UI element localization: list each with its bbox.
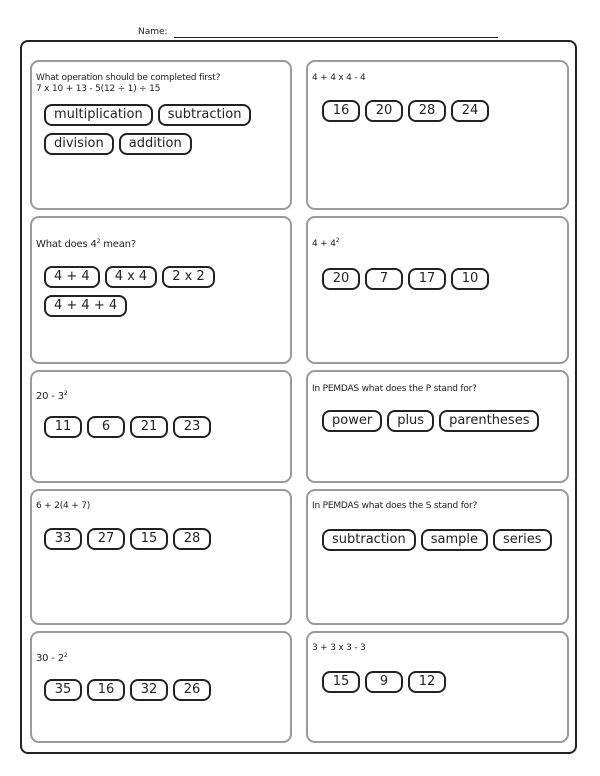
answer-option[interactable]: 20 [322, 268, 360, 290]
question-text: 4 + 4 x 4 - 4 [312, 73, 366, 83]
question-card-4 [306, 216, 569, 364]
answer-option[interactable]: 2 x 2 [162, 266, 215, 288]
answer-option[interactable]: 10 [451, 268, 489, 290]
answer-option[interactable]: 6 [87, 416, 125, 438]
answer-option[interactable]: 9 [365, 671, 403, 693]
question-card-9 [30, 631, 292, 743]
answer-option[interactable]: 33 [44, 528, 82, 550]
answer-option[interactable]: sample [421, 529, 488, 551]
answer-option[interactable]: 24 [451, 100, 489, 122]
answer-options [36, 528, 286, 557]
answer-option[interactable]: 17 [408, 268, 446, 290]
name-underline[interactable] [174, 37, 498, 38]
answer-options [312, 100, 563, 129]
answer-option[interactable]: 26 [173, 679, 211, 701]
answer-option[interactable]: 16 [322, 100, 360, 122]
question-text: 6 + 2(4 + 7) [36, 501, 91, 511]
question-card-5 [30, 370, 292, 483]
question-card-1 [30, 60, 292, 210]
answer-option[interactable]: subtraction [322, 529, 416, 551]
answer-options [36, 104, 286, 162]
answer-option[interactable]: plus [387, 410, 434, 432]
question-card-2 [306, 60, 569, 210]
answer-options [36, 266, 286, 324]
answer-option[interactable]: addition [119, 133, 192, 155]
answer-options [312, 671, 563, 700]
answer-option[interactable]: division [44, 133, 114, 155]
name-field[interactable] [138, 27, 498, 41]
question-text: What does $4^2$ mean? [36, 238, 136, 250]
answer-options [312, 410, 563, 439]
answer-options [312, 529, 563, 558]
answer-option[interactable]: parentheses [439, 410, 539, 432]
question-card-7 [30, 489, 292, 625]
answer-option[interactable]: 15 [322, 671, 360, 693]
question-card-10 [306, 631, 569, 743]
answer-option[interactable]: 27 [87, 528, 125, 550]
question-card-6 [306, 370, 569, 483]
answer-option[interactable]: 4 x 4 [105, 266, 158, 288]
question-text: 3 + 3 x 3 - 3 [312, 643, 366, 653]
question-text: $30 - 2^2$ [36, 652, 68, 664]
answer-option[interactable]: 16 [87, 679, 125, 701]
answer-option[interactable]: 7 [365, 268, 403, 290]
answer-option[interactable]: 32 [130, 679, 168, 701]
answer-option[interactable]: subtraction [158, 104, 252, 126]
answer-option[interactable]: multiplication [44, 104, 153, 126]
question-text: In PEMDAS what does the S stand for? [312, 501, 478, 511]
answer-option[interactable]: 15 [130, 528, 168, 550]
answer-option[interactable]: series [493, 529, 552, 551]
answer-option[interactable]: 23 [173, 416, 211, 438]
answer-option[interactable]: 35 [44, 679, 82, 701]
answer-options [36, 416, 286, 445]
answer-option[interactable]: 4 + 4 + 4 [44, 295, 127, 317]
answer-option[interactable]: power [322, 410, 382, 432]
answer-options [312, 268, 563, 297]
question-card-3 [30, 216, 292, 364]
question-text: $20 - 3^2$ [36, 390, 68, 402]
question-card-8 [306, 489, 569, 625]
answer-option[interactable]: 12 [408, 671, 446, 693]
question-text: What operation should be completed first? 7 x 10 + 13 - 5(12 ÷ 1) ÷ 15 [36, 73, 221, 94]
answer-option[interactable]: 11 [44, 416, 82, 438]
answer-option[interactable]: 28 [408, 100, 446, 122]
answer-option[interactable]: 4 + 4 [44, 266, 100, 288]
question-text: In PEMDAS what does the P stand for? [312, 384, 477, 394]
answer-options [36, 679, 286, 708]
name-label: Name: [138, 27, 168, 37]
answer-option[interactable]: 20 [365, 100, 403, 122]
answer-option[interactable]: 21 [130, 416, 168, 438]
answer-option[interactable]: 28 [173, 528, 211, 550]
question-text: $4 + 4^2$ [312, 237, 340, 249]
